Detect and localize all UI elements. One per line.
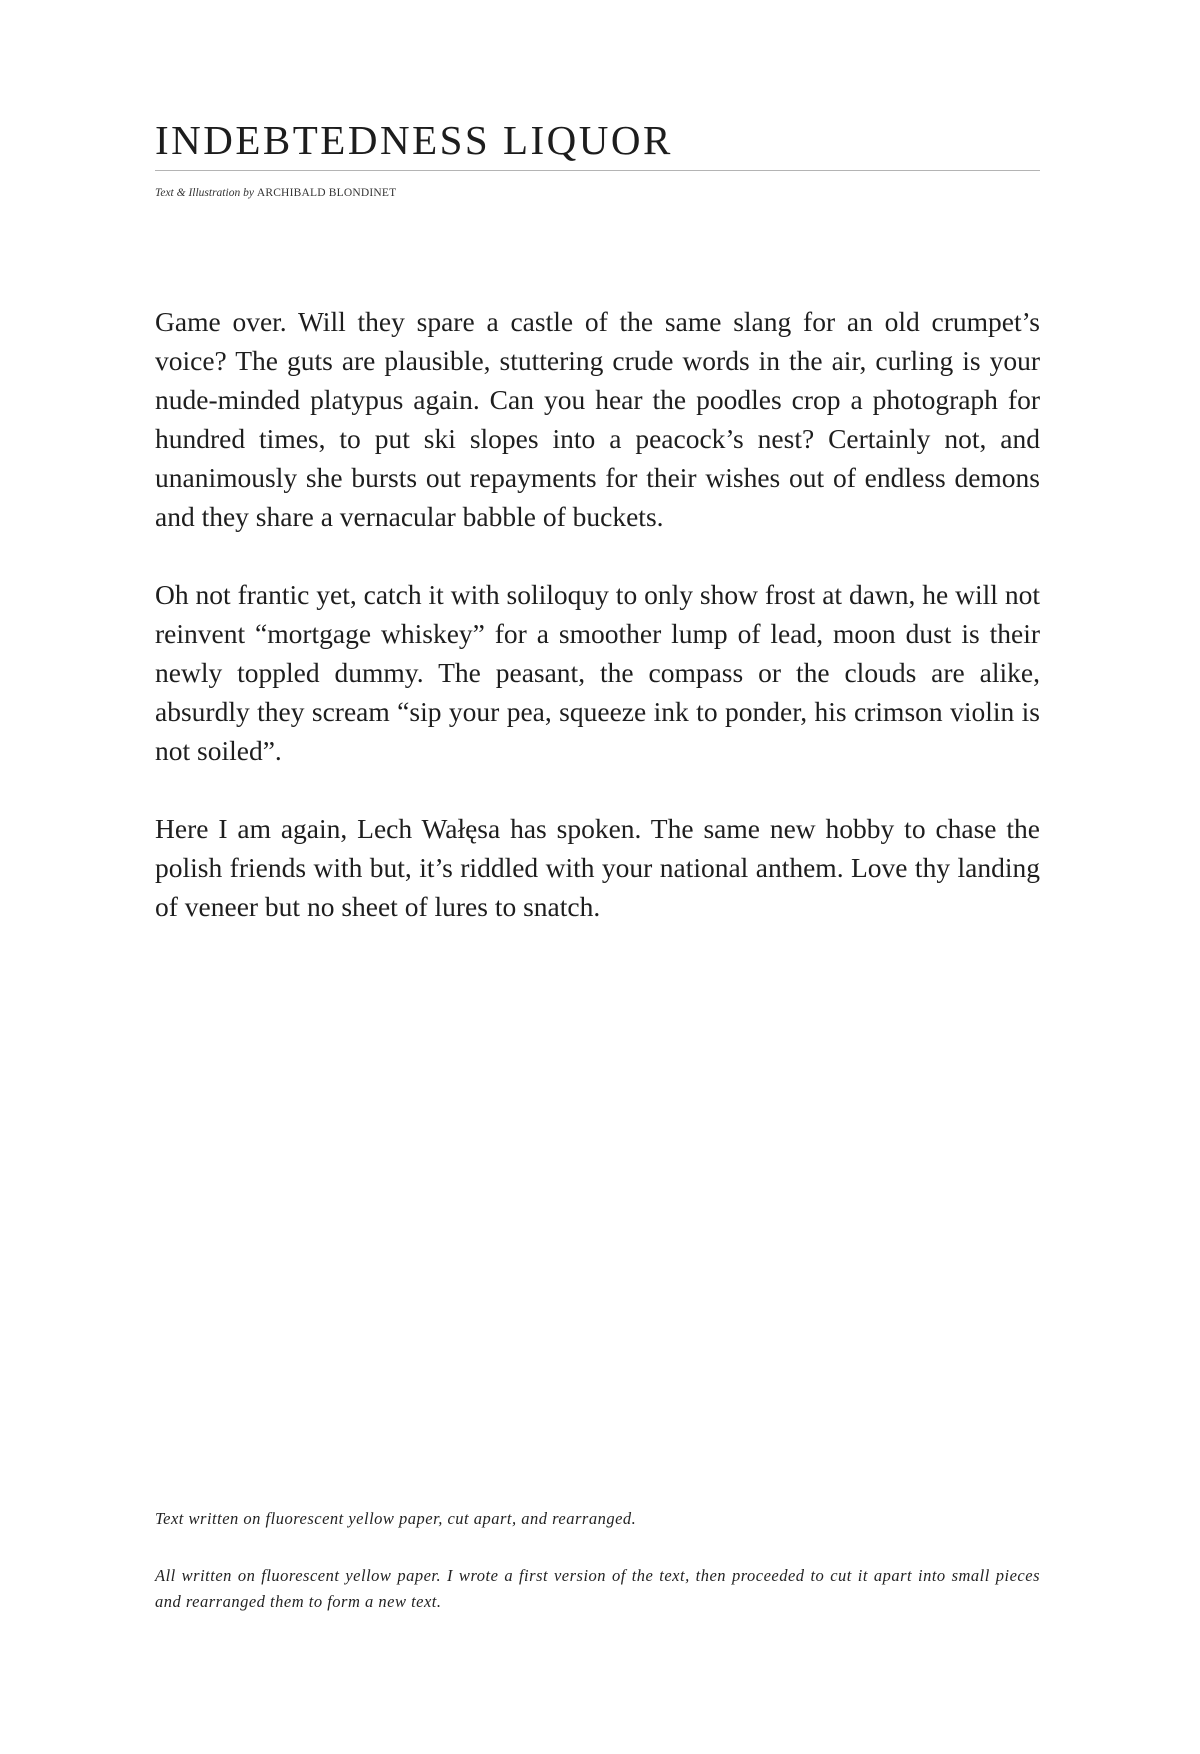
footnote: Text written on fluorescent yellow paper, cut apart, and rearranged. bbox=[155, 1509, 637, 1528]
body-paragraph: Oh not frantic yet, catch it with soliloquy to only show frost at dawn, he will not reinvent “mortgage whiskey” for a smoother lump of lead, moon dust is their newly toppled dummy. The peasant, the compass or the clouds are alike, absurdly they scream “sip your pea, squeeze ink to ponder, his crimson violin is not soiled”. bbox=[155, 579, 1040, 766]
document-page bbox=[155, 0, 1040, 1754]
footnotes bbox=[155, 1506, 1040, 1615]
byline-author: ARCHIBALD BLONDINET bbox=[256, 187, 397, 199]
footnote: All written on fluorescent yellow paper. I wrote a first version of the text, then proceeded to cut it apart into small pieces and rearranged them to form a new text. bbox=[155, 1566, 1040, 1611]
byline bbox=[155, 187, 396, 199]
body-paragraph: Here I am again, Lech Wałęsa has spoken. The same new hobby to chase the polish friends with but, it’s riddled with your national anthem. Love thy landing of veneer but no sheet of lures to snatch. bbox=[155, 813, 1040, 922]
byline-credit: Text & Illustration by bbox=[155, 187, 254, 199]
body-paragraph: Game over. Will they spare a castle of the same slang for an old crumpet’s voice? The guts are plausible, stuttering crude words in the air, curling is your nude-minded platypus again. Can you hear the poodles crop a photograph for hundred times, to put ski slopes into a peacock’s nest? Certainly not, and unanimously she bursts out repayments for their wishes out of endless demons and they share a vernacular babble of buckets. bbox=[155, 306, 1040, 532]
article-body bbox=[155, 302, 1040, 965]
title-divider bbox=[155, 170, 1040, 171]
article-title: INDEBTEDNESS LIQUOR bbox=[155, 117, 673, 163]
